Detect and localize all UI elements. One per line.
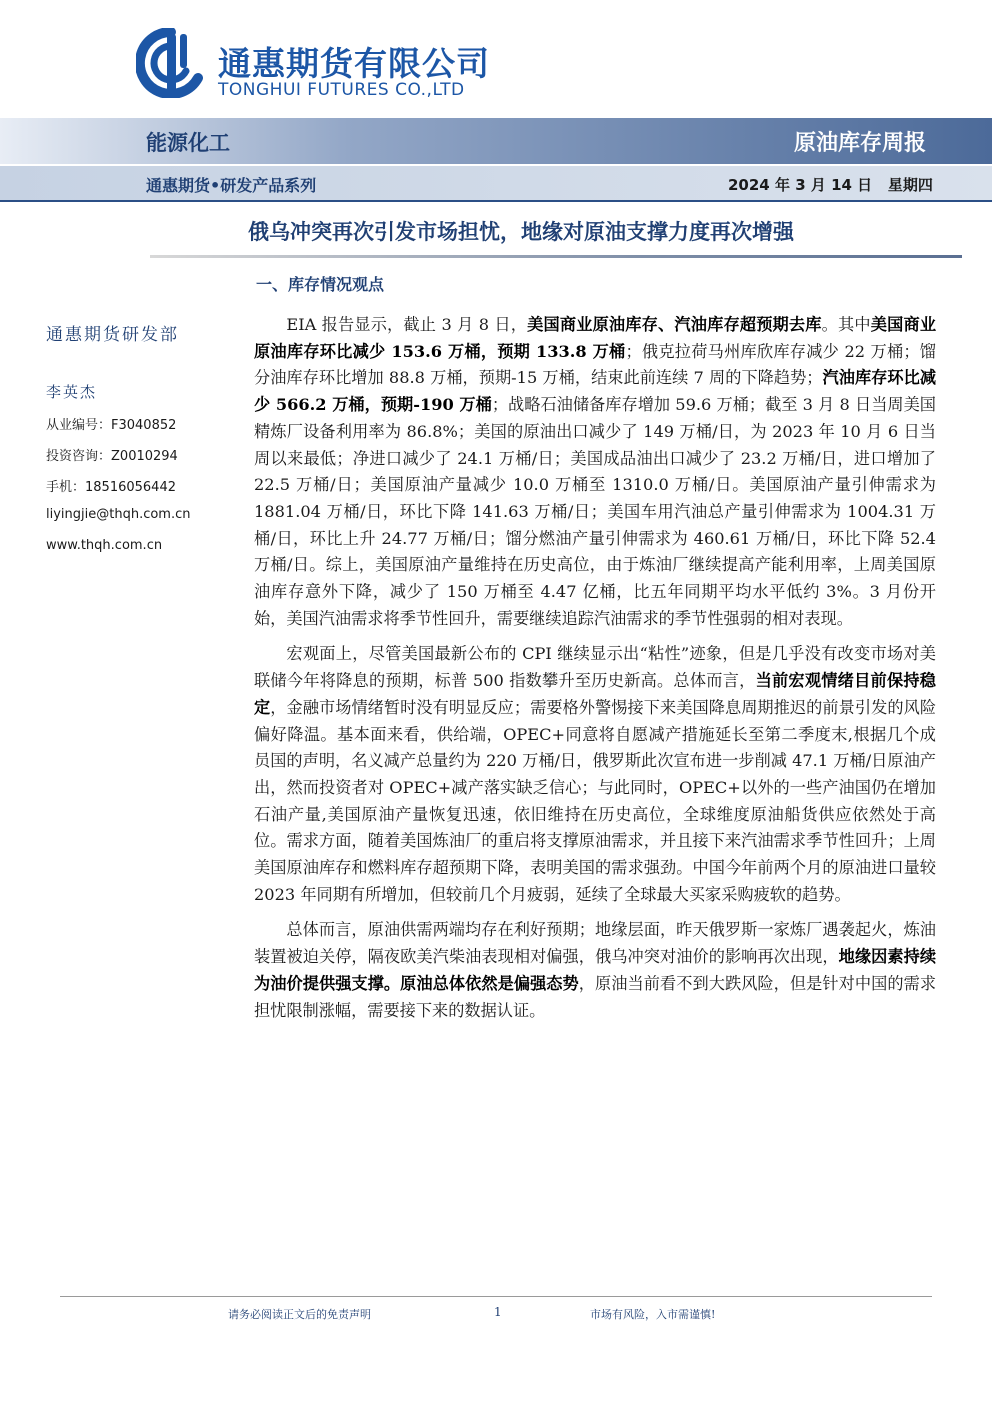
info-label: 从业编号： bbox=[46, 418, 112, 433]
company-name-cn: 通惠期货有限公司 bbox=[218, 44, 490, 83]
info-label: 手机： bbox=[46, 480, 86, 495]
paragraph bbox=[254, 917, 936, 1024]
footer-risk-warning: 市场有风险，入市需谨慎! bbox=[590, 1308, 716, 1321]
paragraph bbox=[254, 312, 936, 632]
website-link[interactable]: www.thqh.com.cn bbox=[46, 538, 163, 553]
main-content bbox=[254, 312, 936, 1033]
text-run: ；俄克拉荷马州库欣库存减少 22 万桶；馏分油库存环比增加 88.8 万桶，预期-15 万桶，结束此前连续 7 周的下降趋势； bbox=[254, 341, 936, 388]
bold-text: 美国商业原油库存、汽油库存超预期去库 bbox=[527, 315, 822, 334]
info-value: F3040852 bbox=[111, 418, 177, 433]
text-run: 总体而言，原油供需两端均存在利好预期；地缘层面，昨天俄罗斯一家炼厂遇袭起火，炼油装置被迫关停，隔夜欧美汽柴油表现相对偏强，俄乌冲突对油价的影响再次出现， bbox=[254, 920, 936, 967]
report-type: 原油库存周报 bbox=[794, 131, 927, 156]
section-title: 一、库存情况观点 bbox=[256, 275, 385, 294]
bold-text: 当前宏观情绪目前保持稳定 bbox=[254, 671, 936, 717]
page-number: 1 bbox=[494, 1305, 502, 1319]
tonghui-logo-icon bbox=[136, 28, 206, 98]
license-number bbox=[46, 414, 226, 445]
text-run: 宏观面上，尽管美国最新公布的 CPI 继续显示出“粘性”迹象，但是几乎没有改变市场对美联储今年将降息的预期，标普 500 指数攀升至历史新高。总体而言， bbox=[254, 644, 936, 691]
product-series: 通惠期货•研发产品系列 bbox=[146, 176, 317, 195]
footer-disclaimer: 请务必阅读正文后的免责声明 bbox=[228, 1308, 371, 1321]
text-run: 。其中 bbox=[821, 315, 871, 334]
phone-number bbox=[46, 476, 226, 507]
footer-divider bbox=[60, 1296, 932, 1297]
report-category: 能源化工 bbox=[146, 131, 230, 155]
bold-text: 地缘因素持续为油价提供强支撑。原油总体依然是偏强态势 bbox=[254, 947, 937, 993]
paragraph bbox=[254, 641, 936, 908]
info-value: Z0010294 bbox=[111, 449, 178, 464]
email-link[interactable]: liyingjie@thqh.com.cn bbox=[46, 507, 191, 522]
info-label: 投资咨询： bbox=[46, 449, 112, 464]
headline-divider bbox=[150, 255, 962, 258]
bold-text: 美国商业原油库存环比减少 153.6 万桶，预期 133.8 万桶 bbox=[254, 315, 937, 361]
text-run: ；战略石油储备库存增加 59.6 万桶；截至 3 月 8 日当周美国精炼厂设备利用率为 86.8%；美国的原油出口减少了 149 万桶/日，为 2023 年 10 月 6 日当周以来最低；净进口减少了 24.1 万桶/日；美国成品油出口减少了 23.2 万桶/日，进口增加了 22.5 万桶/日；美国原油产量减少 10.0 万桶至 1310.0 万桶/日。美国原油产量引伸需求为 1881.04 万桶/日，环比下降 141.63 万桶/日；美国车用汽油总产量引伸需求为 1004.31 万桶/日，环比上升 24.77 万桶/日；馏分燃油产量引伸需求为 460.61 万桶/日，环比下降 52.4 万桶/日。综上，美国原油产量维持在历史高位，由于炼油厂继续提高产能利用率，上周美国原油库存意外下降，减少了 150 万桶至 4.47 亿桶，比五年同期平均水平低约 3%。3 月份开始，美国汽油需求将季节性回升，需要继续追踪汽油需求的季节性强弱的相对表现。 bbox=[254, 395, 936, 628]
bold-text: 汽油库存环比减少 566.2 万桶，预期-190 万桶 bbox=[254, 368, 937, 415]
department-name: 通惠期货研发部 bbox=[46, 325, 179, 345]
text-run: EIA 报告显示，截止 3 月 8 日， bbox=[286, 315, 528, 334]
analyst-sidebar bbox=[46, 320, 226, 569]
company-name-en: TONGHUI FUTURES CO.,LTD bbox=[218, 80, 465, 100]
report-date: 2024 年 3 月 14 日 星期四 bbox=[728, 176, 933, 194]
analyst-name: 李英杰 bbox=[46, 383, 98, 401]
text-run: ，原油当前看不到大跌风险，但是针对中国的需求担忧限制涨幅，需要接下来的数据认证。 bbox=[254, 973, 937, 1020]
consulting-number bbox=[46, 445, 226, 476]
text-run: ，金融市场情绪暂时没有明显反应；需要格外警惕接下来美国降息周期推迟的前景引发的风险偏好降温。基本面来看，供给端，OPEC+同意将自愿减产措施延长至第二季度末,根据几个成员国的声明，名义减产总量约为 220 万桶/日，俄罗斯此次宣布进一步削减 47.1 万桶/日原油产出，然而投资者对 OPEC+减产落实缺乏信心；与此同时，OPEC+以外的一些产油国仍在增加石油产量,美国原油产量恢复迅速，依旧维持在历史高位，全球维度原油船货供应依然处于高位。需求方面，随着美国炼油厂的重启将支撑原油需求，并且接下来汽油需求季节性回升；上周美国原油库存和燃料库存超预期下降，表明美国的需求强劲。中国今年前两个月的原油进口量较 2023 年同期有所增加，但较前几个月疲弱，延续了全球最大买家采购疲软的趋势。 bbox=[254, 697, 937, 904]
info-value: 18516056442 bbox=[85, 480, 176, 495]
report-headline: 俄乌冲突再次引发市场担忧，地缘对原油支撑力度再次增强 bbox=[248, 220, 794, 244]
